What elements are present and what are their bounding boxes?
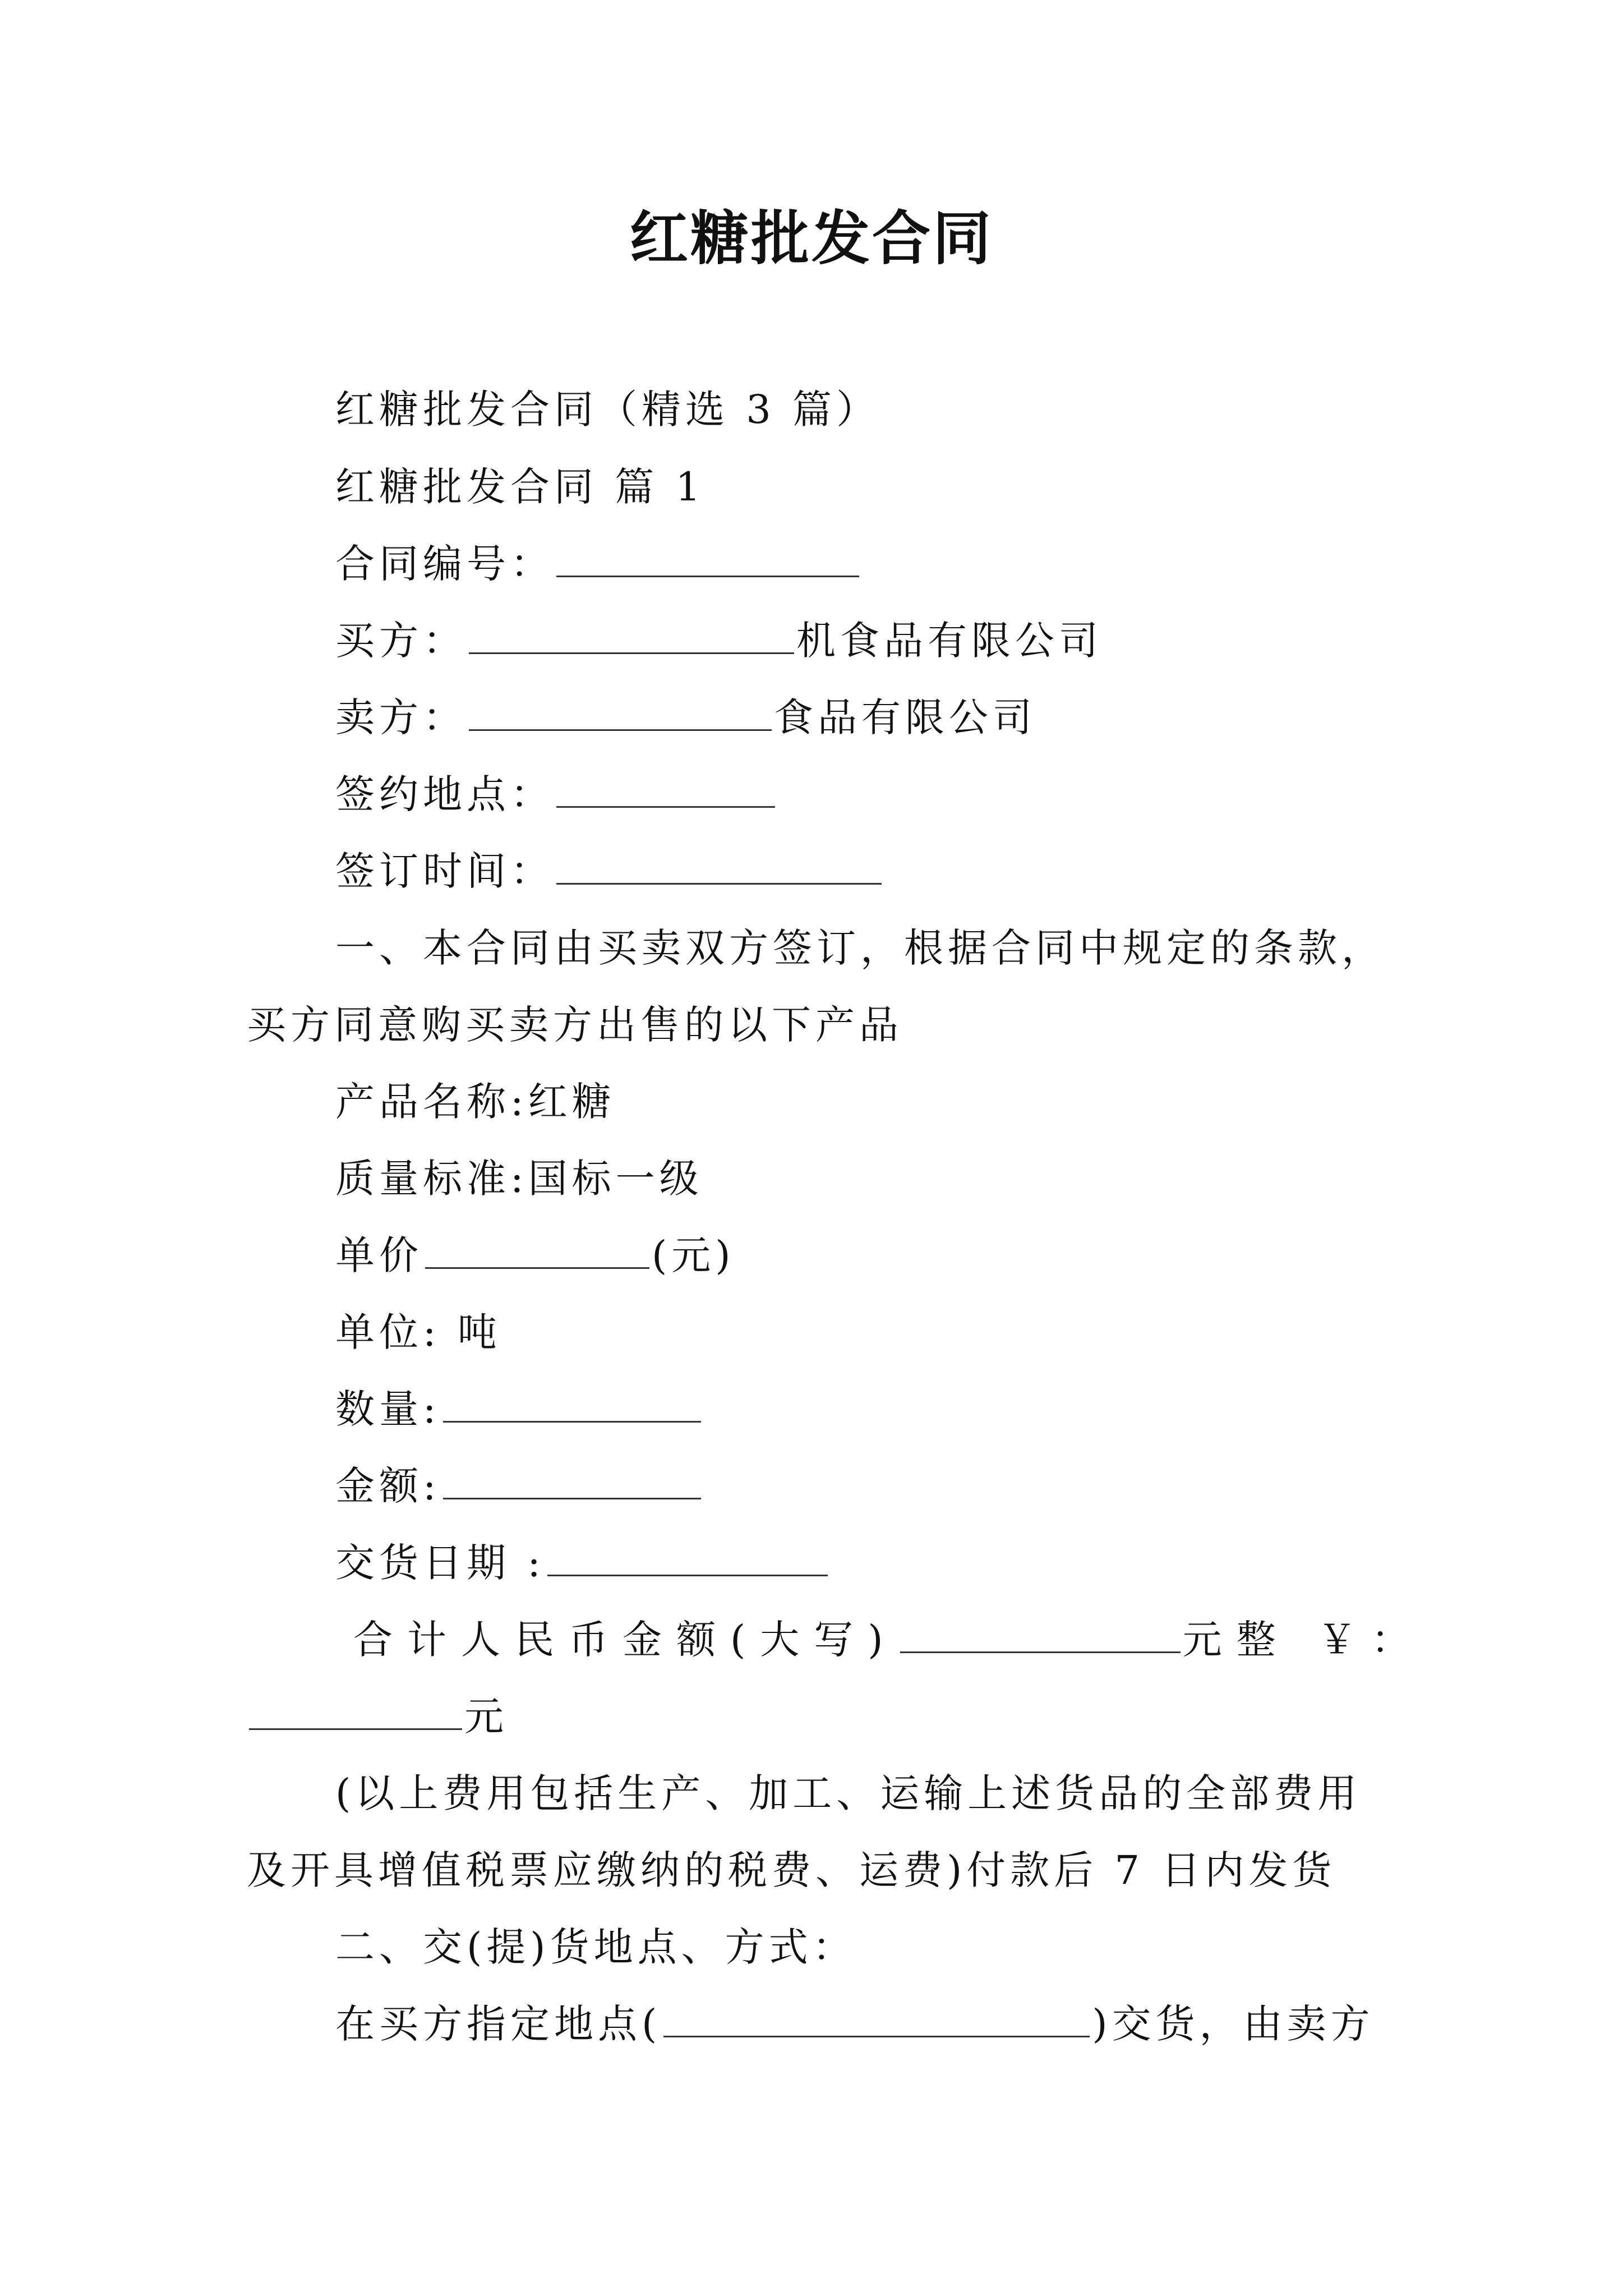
fee-note-text-1: (以上费用包括生产、加工、运输上述货品的全部费用: [335, 1770, 1362, 1816]
buyer-blank[interactable]: [469, 613, 794, 654]
unit-price-label: 单价: [335, 1232, 423, 1278]
amount-label: 金额:: [335, 1463, 441, 1509]
quality-line: [335, 1151, 703, 1207]
quality-text: 质量标准:国标一级: [335, 1156, 703, 1202]
amount-blank[interactable]: [443, 1458, 701, 1499]
contract-number-blank[interactable]: [556, 536, 859, 577]
buyer-line: [335, 613, 1103, 669]
subtitle-line: [335, 381, 880, 438]
contract-number-label: 合同编号：: [335, 541, 554, 587]
clause-two-heading: [335, 1919, 856, 1975]
total-amount-figure-blank[interactable]: [249, 1689, 462, 1730]
fee-note-line-2: [247, 1842, 1336, 1898]
quantity-line: [335, 1381, 703, 1437]
signing-time-blank[interactable]: [556, 844, 882, 885]
delivery-date-label: 交货日期 :: [335, 1540, 545, 1586]
seller-blank[interactable]: [469, 690, 772, 731]
signing-place-label: 签约地点：: [335, 771, 554, 817]
page-title: 红糖批发合同: [629, 204, 993, 273]
signing-place-blank[interactable]: [556, 767, 775, 808]
total-amount-label: 合计人民币金额(大写): [353, 1617, 898, 1663]
product-name-text: 产品名称:红糖: [335, 1079, 616, 1125]
buyer-label: 买方：: [335, 618, 467, 664]
clause-one-text-2: 买方同意购买卖方出售的以下产品: [247, 1002, 903, 1048]
delivery-place-blank[interactable]: [663, 1996, 1090, 2037]
unit-line: [335, 1304, 501, 1360]
total-amount-words-blank[interactable]: [900, 1612, 1181, 1653]
seller-label: 卖方：: [335, 694, 467, 740]
total-amount-line-2: [247, 1688, 508, 1745]
total-amount-line: [353, 1612, 1425, 1668]
clause-two-heading-text: 二、交(提)货地点、方式：: [335, 1924, 856, 1970]
unit-price-line: [335, 1227, 735, 1283]
signing-time-line: [335, 843, 884, 899]
unit-price-suffix: (元): [652, 1232, 735, 1278]
delivery-place-line: [335, 1996, 1375, 2052]
clause-one-line-2: [247, 997, 903, 1053]
delivery-date-line: [335, 1535, 830, 1591]
unit-text: 单位: 吨: [335, 1309, 501, 1355]
delivery-place-label: 在买方指定地点(: [335, 2001, 662, 2047]
contract-number-line: [335, 536, 861, 592]
delivery-place-suffix: )交货，由卖方: [1092, 2001, 1375, 2047]
total-amount-suffix: 元整 ￥：: [1182, 1617, 1425, 1663]
fee-note-line-1: [335, 1765, 1361, 1821]
buyer-suffix: 机食品有限公司: [796, 618, 1103, 664]
clause-one-line-1: [335, 920, 1385, 976]
total-amount-yuan: 元: [464, 1694, 508, 1740]
fee-note-text-2: 及开具增值税票应缴纳的税费、运费)付款后 7 日内发货: [247, 1847, 1336, 1893]
seller-suffix: 食品有限公司: [774, 694, 1036, 740]
unit-price-blank[interactable]: [425, 1228, 649, 1269]
subtitle-text: 红糖批发合同（精选 3 篇）: [335, 386, 880, 432]
signing-place-line: [335, 766, 777, 822]
seller-line: [335, 689, 1036, 746]
quantity-blank[interactable]: [443, 1382, 701, 1423]
clause-one-text-1: 一、本合同由买卖双方签订，根据合同中规定的条款，: [335, 925, 1385, 971]
signing-time-label: 签订时间：: [335, 848, 554, 894]
section-heading: [335, 459, 705, 515]
quantity-label: 数量:: [335, 1386, 441, 1432]
amount-line: [335, 1458, 703, 1514]
delivery-date-blank[interactable]: [547, 1535, 828, 1576]
section-heading-text: 红糖批发合同 篇 1: [335, 464, 706, 510]
product-name-line: [335, 1074, 616, 1130]
